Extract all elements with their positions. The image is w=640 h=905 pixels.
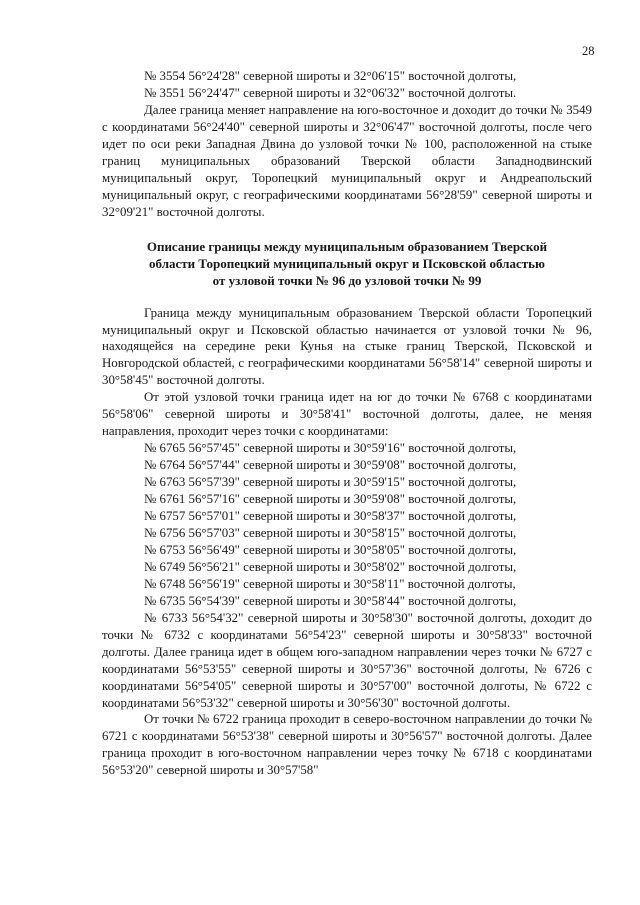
coordinate-line: № 6749 56°56'21" северной широты и 30°58'02" восточной долготы,	[144, 559, 517, 574]
coordinate-line: № 6756 56°57'03" северной широты и 30°58'15" восточной долготы,	[144, 525, 517, 540]
coordinate-line: № 6763 56°57'39" северной широты и 30°59'15" восточной долготы,	[144, 475, 517, 490]
coordinate-line: № 6765 56°57'45" северной широты и 30°59'16" восточной долготы,	[144, 441, 517, 456]
section-title	[102, 238, 592, 289]
coordinate-line: № 6735 56°54'39" северной широты и 30°58'44" восточной долготы,	[144, 593, 517, 608]
section-title-line: области Торопецкий муниципальный округ и Псковской областью	[149, 255, 545, 271]
coordinate-line: № 6748 56°56'19" северной широты и 30°58'11" восточной долготы,	[144, 576, 516, 591]
section-title-line: от узловой точки № 96 до узловой точки № 99	[212, 272, 482, 288]
section-title-line: Описание границы между муниципальным образованием Тверской	[146, 238, 548, 254]
page-number: 28	[582, 44, 595, 58]
coordinate-line: № 6753 56°56'49" северной широты и 30°58'05" восточной долготы,	[144, 542, 517, 557]
document-body	[102, 68, 592, 779]
coordinate-line: № 3554 56°24'28" северной широты и 32°06'15" восточной долготы,	[144, 69, 517, 83]
coordinate-line: № 6761 56°57'16" северной широты и 30°59'08" восточной долготы,	[144, 492, 517, 507]
coordinate-line: № 3551 56°24'47" северной широты и 32°06'32" восточной долготы.	[144, 85, 517, 100]
coordinate-line: № 6764 56°57'44" северной широты и 30°59'08" восточной долготы,	[144, 458, 517, 473]
paragraph: Граница между муниципальным образованием Тверской области Торопецкий муниципальный округ и Псковской областью начинается от узловой точки № 96, находящейся на середине реки Кунья на стыке границ Тверской, Псковской и Новгородской областей, с географическими координатами 56°58'14" северной широты и 30°58'45" восточной долготы.	[102, 305, 592, 388]
paragraph: Далее граница меняет направление на юго-восточное и доходит до точки № 3549 с координатами 56°24'40" северной широты и 32°06'47" восточной долготы, после чего идет по оси реки Западная Двина до узловой точки № 100, расположенной на стыке границ муниципальных образований Тверской области Западнодвинский муниципальный округ, Торопецкий муниципальный округ и Андреапольский муниципальный округ, с географическими координатами 56°28'59" северной широты и 32°09'21" восточной долготы.	[102, 102, 592, 219]
paragraph: От точки № 6722 граница проходит в северо-восточном направлении до точки № 6721 с координатами 56°53'38" северной широты и 30°56'57" восточной долготы. Далее граница проходит в юго-восточном направлении через точку № 6718 с координатами 56°53'20" северной широты и 30°57'58"	[102, 712, 592, 778]
paragraph: От этой узловой точки граница идет на юг до точки № 6768 с координатами 56°58'06" северной широты и 30°58'41" восточной долготы, далее, не меняя направления, проходит через точки с координатами:	[102, 390, 592, 439]
coordinate-line: № 6757 56°57'01" северной широты и 30°58'37" восточной долготы,	[144, 509, 517, 524]
paragraph: № 6733 56°54'32" северной широты и 30°58'30" восточной долготы, доходит до точки № 6732 с координатами 56°54'23" северной широты и 30°58'33" восточной долготы. Далее граница идет в общем юго-западном направлении через точки № 6727 с координатами 56°53'55" северной широты и 30°57'36" восточной долготы, № 6726 с координатами 56°54'05" северной широты и 30°57'00" восточной долготы, № 6722 с координатами 56°53'32" северной широты и 30°56'30" восточной долготы.	[102, 610, 592, 710]
